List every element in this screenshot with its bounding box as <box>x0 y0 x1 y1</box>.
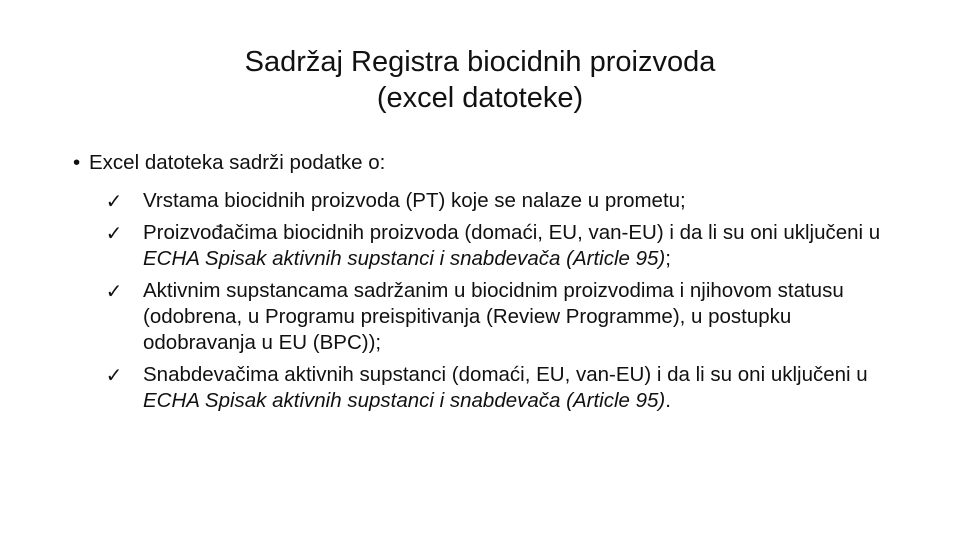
title-line-2: (excel datoteke) <box>376 82 584 114</box>
checkmark-icon: ✓ <box>105 189 123 213</box>
checklist-item <box>103 362 903 414</box>
title-line-1: Sadržaj Registra biocidnih proizvoda <box>244 46 716 78</box>
checklist-item <box>103 220 903 272</box>
item-italic-reference: ECHA Spisak aktivnih supstanci i snabdevača (Article 95) <box>143 389 666 412</box>
lead-bullet-item <box>73 150 385 176</box>
checklist-item <box>103 188 903 214</box>
checklist-item <box>103 278 903 356</box>
item-text: Snabdevačima aktivnih supstanci (domaći, EU, van-EU) i da li su oni uključeni u <box>143 363 868 386</box>
item-text: Proizvođačima biocidnih proizvoda (domaći, EU, van-EU) i da li su oni uključeni u <box>143 221 881 244</box>
lead-text: Excel datoteka sadrži podatke o: <box>89 151 386 174</box>
checkmark-icon: ✓ <box>105 221 123 245</box>
checklist <box>103 188 903 420</box>
item-text: Vrstama biocidnih proizvoda (PT) koje se nalaze u prometu; <box>143 189 686 212</box>
item-italic-reference: ECHA Spisak aktivnih supstanci i snabdevača (Article 95) <box>143 247 666 270</box>
checkmark-icon: ✓ <box>105 279 123 303</box>
checkmark-icon: ✓ <box>105 363 123 387</box>
item-text: Aktivnim supstancama sadržanim u biocidnim proizvodima i njihovom statusu (odobrena, u Programu preispitivanja (Review Programme), u postupku odobravanja u EU (BPC)); <box>143 279 844 354</box>
item-text-end: . <box>665 389 671 412</box>
item-text-end: ; <box>665 247 671 270</box>
bullet-icon: • <box>73 151 81 174</box>
slide-title <box>0 44 960 116</box>
